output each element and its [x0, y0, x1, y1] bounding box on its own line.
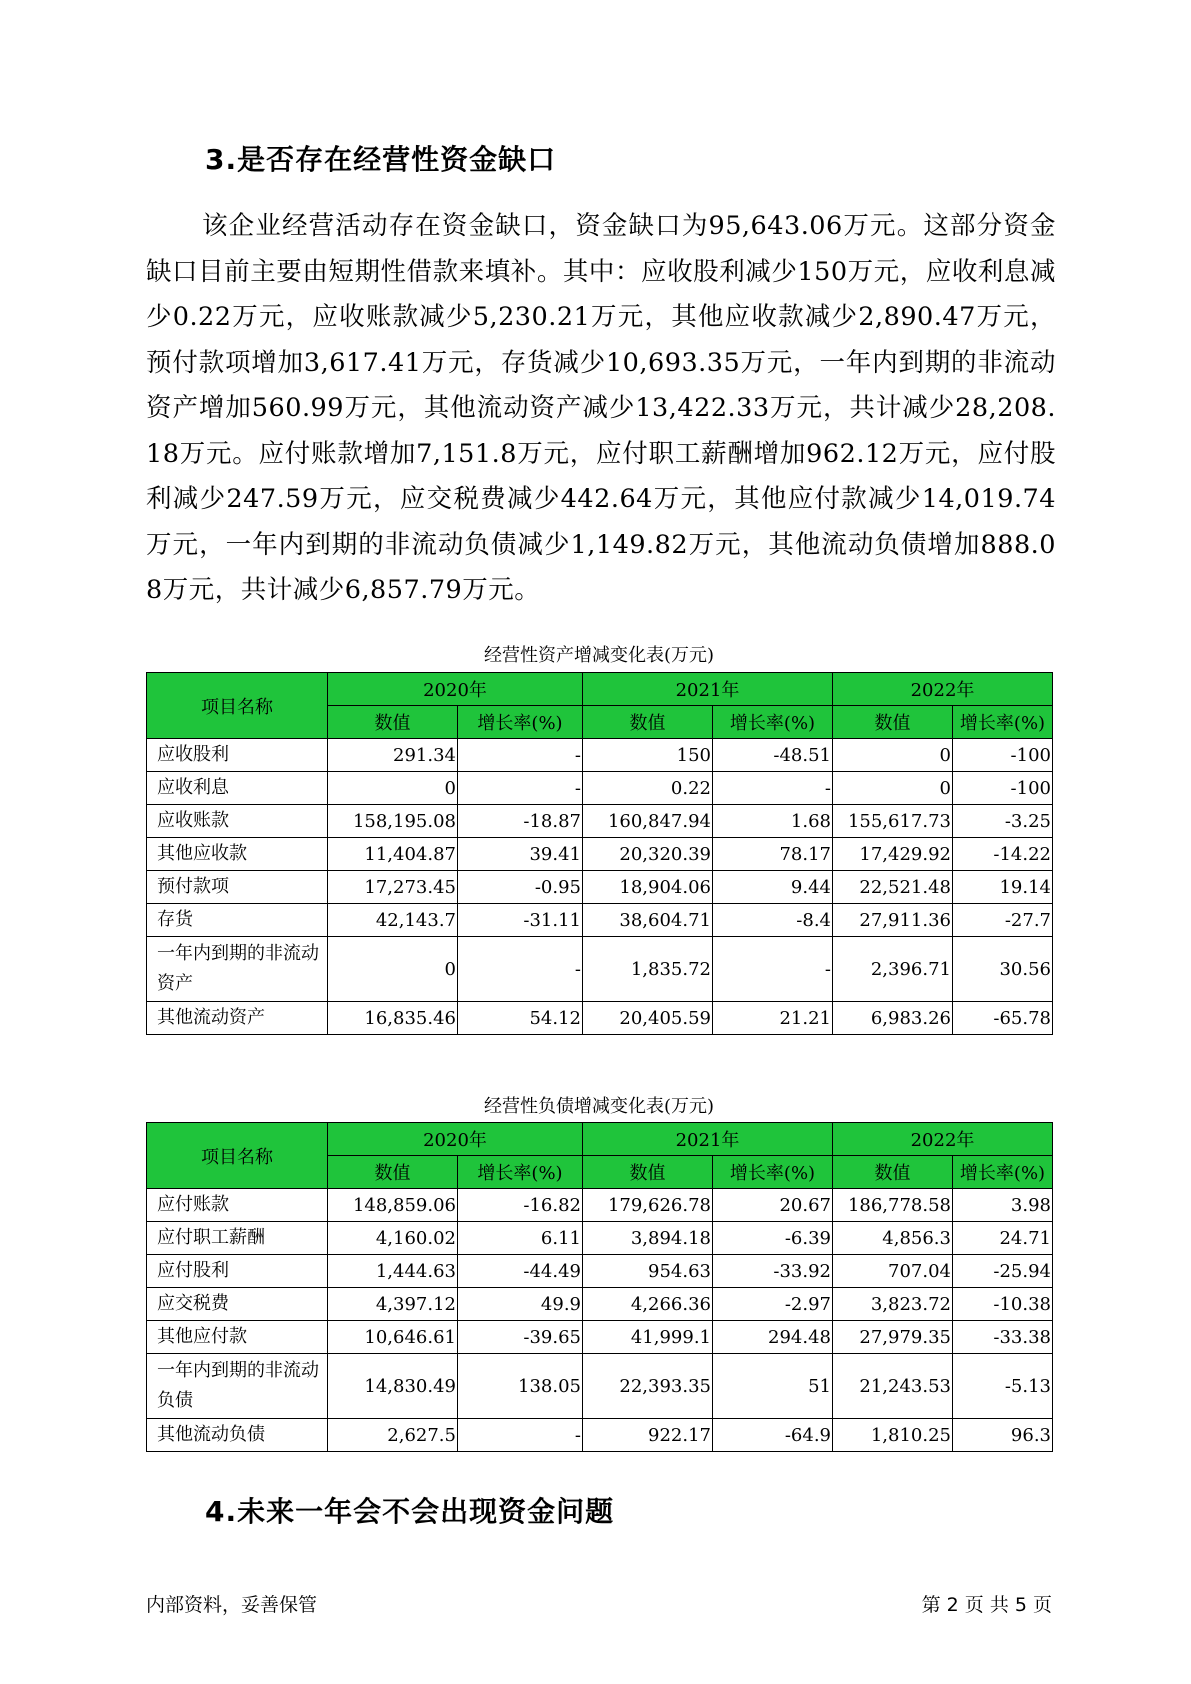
value-header: 数值 — [328, 1156, 458, 1189]
table-row — [147, 1222, 1053, 1255]
row-item-name: 一年内到期的非流动资产 — [147, 937, 328, 1002]
value-cell: 0 — [833, 772, 953, 805]
growth-rate-cell: 54.12 — [458, 1002, 583, 1035]
table-row — [147, 772, 1053, 805]
body-paragraph: 该企业经营活动存在资金缺口，资金缺口为95,643.06万元。这部分资金缺口目前主要由短期性借款来填补。其中：应收股利减少150万元，应收利息减少0.22万元，应收账款减少5,230.21万元，其他应收款减少2,890.47万元，预付款项增加3,617.41万元，存货减少10,693.35万元，一年内到期的非流动资产增加560.99万元，其他流动资产减少13,422.33万元，共计减少28,208.18万元。应付账款增加7,151.8万元，应付职工薪酬增加962.12万元，应付股利减少247.59万元，应交税费减少442.64万元，其他应付款减少14,019.74万元，一年内到期的非流动负债减少1,149.82万元，其他流动负债增加888.08万元，共计减少6,857.79万元。 — [146, 211, 1056, 605]
value-header: 数值 — [328, 706, 458, 739]
value-cell: 954.63 — [583, 1255, 713, 1288]
value-cell: 707.04 — [833, 1255, 953, 1288]
growth-rate-cell: -10.38 — [953, 1288, 1053, 1321]
growth-header: 增长率(%) — [713, 706, 833, 739]
growth-rate-cell: -18.87 — [458, 805, 583, 838]
growth-header: 增长率(%) — [458, 706, 583, 739]
item-name-header: 项目名称 — [147, 673, 328, 739]
growth-rate-cell: - — [458, 772, 583, 805]
growth-header: 增长率(%) — [458, 1156, 583, 1189]
value-cell: 41,999.1 — [583, 1321, 713, 1354]
value-cell: 0 — [833, 739, 953, 772]
growth-header: 增长率(%) — [953, 1156, 1053, 1189]
growth-rate-cell: 294.48 — [713, 1321, 833, 1354]
growth-rate-cell: 78.17 — [713, 838, 833, 871]
value-cell: 0.22 — [583, 772, 713, 805]
value-cell: 10,646.61 — [328, 1321, 458, 1354]
value-cell: 18,904.06 — [583, 871, 713, 904]
growth-rate-cell: -14.22 — [953, 838, 1053, 871]
year-header: 2021年 — [583, 1123, 833, 1156]
value-cell: 1,835.72 — [583, 937, 713, 1002]
year-header: 2022年 — [833, 1123, 1053, 1156]
growth-rate-cell: -0.95 — [458, 871, 583, 904]
value-cell: 186,778.58 — [833, 1189, 953, 1222]
growth-rate-cell: -27.7 — [953, 904, 1053, 937]
value-cell: 0 — [328, 937, 458, 1002]
value-cell: 4,856.3 — [833, 1222, 953, 1255]
growth-header: 增长率(%) — [713, 1156, 833, 1189]
growth-rate-cell: 6.11 — [458, 1222, 583, 1255]
growth-rate-cell: 1.68 — [713, 805, 833, 838]
row-item-name: 应交税费 — [147, 1288, 328, 1321]
value-cell: 0 — [328, 772, 458, 805]
value-cell: 158,195.08 — [328, 805, 458, 838]
row-item-name: 应收账款 — [147, 805, 328, 838]
value-cell: 27,911.36 — [833, 904, 953, 937]
table-row — [147, 1419, 1053, 1452]
table-row — [147, 1354, 1053, 1419]
item-name-header: 项目名称 — [147, 1123, 328, 1189]
value-cell: 21,243.53 — [833, 1354, 953, 1419]
value-cell: 22,521.48 — [833, 871, 953, 904]
value-cell: 20,405.59 — [583, 1002, 713, 1035]
table-caption-assets: 经营性资产增减变化表(万元) — [483, 645, 715, 666]
growth-rate-cell: - — [458, 739, 583, 772]
value-header: 数值 — [833, 706, 953, 739]
growth-rate-cell: - — [713, 937, 833, 1002]
value-cell: 4,266.36 — [583, 1288, 713, 1321]
growth-rate-cell: -44.49 — [458, 1255, 583, 1288]
row-item-name: 一年内到期的非流动负债 — [147, 1354, 328, 1419]
growth-rate-cell: 24.71 — [953, 1222, 1053, 1255]
growth-rate-cell: - — [458, 1419, 583, 1452]
growth-rate-cell: 39.41 — [458, 838, 583, 871]
value-cell: 38,604.71 — [583, 904, 713, 937]
row-item-name: 预付款项 — [147, 871, 328, 904]
section-heading-3: 3.是否存在经营性资金缺口 — [205, 143, 557, 176]
table-row — [147, 871, 1053, 904]
value-cell: 14,830.49 — [328, 1354, 458, 1419]
value-cell: 155,617.73 — [833, 805, 953, 838]
growth-rate-cell: -2.97 — [713, 1288, 833, 1321]
table-row — [147, 1321, 1053, 1354]
growth-rate-cell: -25.94 — [953, 1255, 1053, 1288]
value-header: 数值 — [583, 706, 713, 739]
value-cell: 16,835.46 — [328, 1002, 458, 1035]
value-cell: 1,444.63 — [328, 1255, 458, 1288]
growth-header: 增长率(%) — [953, 706, 1053, 739]
value-cell: 179,626.78 — [583, 1189, 713, 1222]
value-cell: 4,397.12 — [328, 1288, 458, 1321]
growth-rate-cell: -65.78 — [953, 1002, 1053, 1035]
section-heading-4: 4.未来一年会不会出现资金问题 — [205, 1495, 615, 1528]
growth-rate-cell: 3.98 — [953, 1189, 1053, 1222]
value-cell: 42,143.7 — [328, 904, 458, 937]
table-row — [147, 1002, 1053, 1035]
value-cell: 6,983.26 — [833, 1002, 953, 1035]
liabilities-table — [146, 1122, 1053, 1452]
year-header: 2021年 — [583, 673, 833, 706]
growth-rate-cell: -16.82 — [458, 1189, 583, 1222]
row-item-name: 其他应收款 — [147, 838, 328, 871]
value-cell: 11,404.87 — [328, 838, 458, 871]
growth-rate-cell: -48.51 — [713, 739, 833, 772]
growth-rate-cell: 96.3 — [953, 1419, 1053, 1452]
growth-rate-cell: 19.14 — [953, 871, 1053, 904]
growth-rate-cell: 138.05 — [458, 1354, 583, 1419]
value-cell: 3,894.18 — [583, 1222, 713, 1255]
year-header: 2022年 — [833, 673, 1053, 706]
table-row — [147, 1189, 1053, 1222]
value-cell: 3,823.72 — [833, 1288, 953, 1321]
table-row — [147, 805, 1053, 838]
value-cell: 1,810.25 — [833, 1419, 953, 1452]
growth-rate-cell: - — [713, 772, 833, 805]
row-item-name: 存货 — [147, 904, 328, 937]
growth-rate-cell: -100 — [953, 739, 1053, 772]
row-item-name: 应收股利 — [147, 739, 328, 772]
growth-rate-cell: -33.38 — [953, 1321, 1053, 1354]
growth-rate-cell: -31.11 — [458, 904, 583, 937]
value-cell: 148,859.06 — [328, 1189, 458, 1222]
value-cell: 291.34 — [328, 739, 458, 772]
value-cell: 2,627.5 — [328, 1419, 458, 1452]
year-header: 2020年 — [328, 673, 583, 706]
table-caption-liabilities: 经营性负债增减变化表(万元) — [483, 1096, 715, 1117]
footer-confidential-note: 内部资料，妥善保管 — [146, 1594, 318, 1616]
table-row — [147, 1288, 1053, 1321]
table-row — [147, 937, 1053, 1002]
row-item-name: 其他流动负债 — [147, 1419, 328, 1452]
value-cell: 922.17 — [583, 1419, 713, 1452]
growth-rate-cell: -33.92 — [713, 1255, 833, 1288]
row-item-name: 应付股利 — [147, 1255, 328, 1288]
growth-rate-cell: 20.67 — [713, 1189, 833, 1222]
row-item-name: 应收利息 — [147, 772, 328, 805]
row-item-name: 应付职工薪酬 — [147, 1222, 328, 1255]
table-row — [147, 838, 1053, 871]
table-row — [147, 739, 1053, 772]
year-header: 2020年 — [328, 1123, 583, 1156]
assets-table — [146, 672, 1053, 1035]
value-cell: 22,393.35 — [583, 1354, 713, 1419]
row-item-name: 应付账款 — [147, 1189, 328, 1222]
value-cell: 4,160.02 — [328, 1222, 458, 1255]
value-cell: 27,979.35 — [833, 1321, 953, 1354]
growth-rate-cell: -3.25 — [953, 805, 1053, 838]
growth-rate-cell: -39.65 — [458, 1321, 583, 1354]
growth-rate-cell: -64.9 — [713, 1419, 833, 1452]
growth-rate-cell: 9.44 — [713, 871, 833, 904]
value-cell: 160,847.94 — [583, 805, 713, 838]
value-header: 数值 — [583, 1156, 713, 1189]
growth-rate-cell: 51 — [713, 1354, 833, 1419]
table-row — [147, 904, 1053, 937]
value-cell: 20,320.39 — [583, 838, 713, 871]
value-cell: 2,396.71 — [833, 937, 953, 1002]
footer-page-number: 第 2 页 共 5 页 — [921, 1594, 1052, 1616]
growth-rate-cell: -100 — [953, 772, 1053, 805]
growth-rate-cell: 49.9 — [458, 1288, 583, 1321]
value-header: 数值 — [833, 1156, 953, 1189]
growth-rate-cell: -8.4 — [713, 904, 833, 937]
row-item-name: 其他流动资产 — [147, 1002, 328, 1035]
growth-rate-cell: 30.56 — [953, 937, 1053, 1002]
growth-rate-cell: -5.13 — [953, 1354, 1053, 1419]
value-cell: 17,273.45 — [328, 871, 458, 904]
growth-rate-cell: - — [458, 937, 583, 1002]
value-cell: 17,429.92 — [833, 838, 953, 871]
table-row — [147, 1255, 1053, 1288]
value-cell: 150 — [583, 739, 713, 772]
row-item-name: 其他应付款 — [147, 1321, 328, 1354]
growth-rate-cell: 21.21 — [713, 1002, 833, 1035]
growth-rate-cell: -6.39 — [713, 1222, 833, 1255]
